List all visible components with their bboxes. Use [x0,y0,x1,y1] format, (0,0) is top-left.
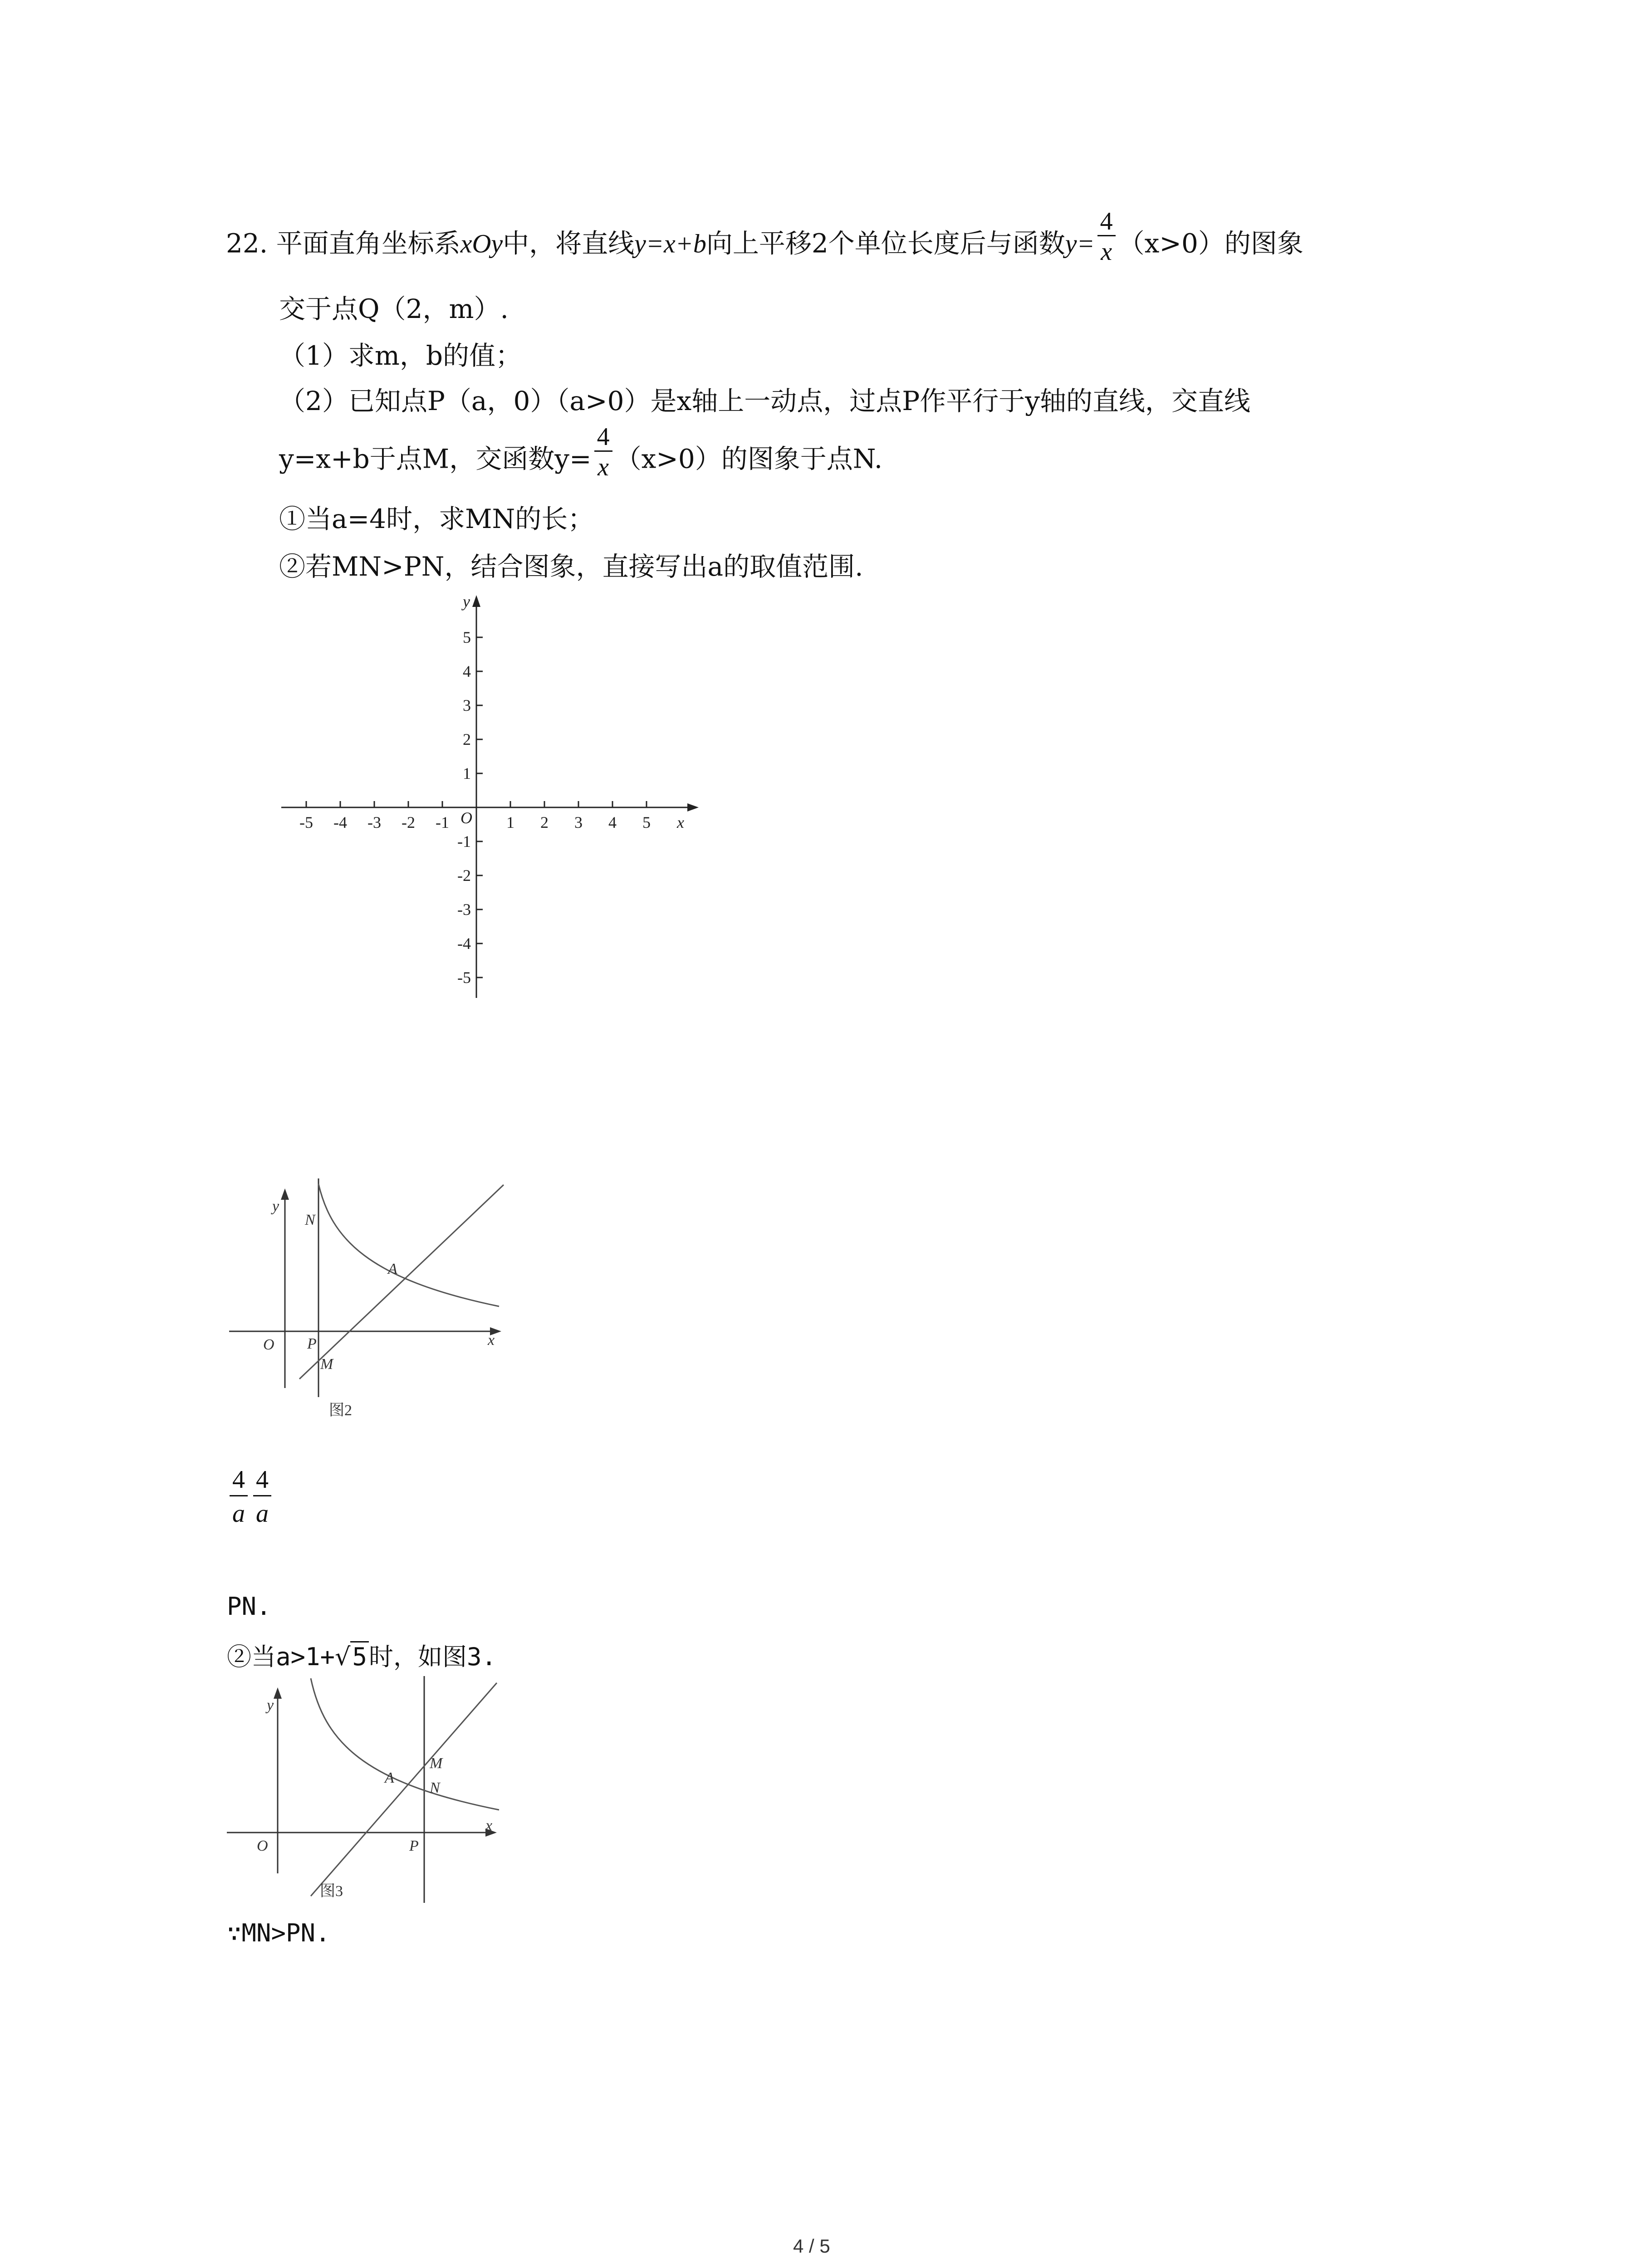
x-tick-label: -2 [402,813,415,831]
text-segment: 中，将直线 [503,228,635,259]
label-a: A [388,1261,397,1277]
y-tick-label: -2 [457,866,471,885]
y-tick-label: 3 [463,696,471,714]
text-segment: y=x+b于点M，交函数y= [279,443,592,474]
label-m: M [430,1755,443,1772]
x-tick-label: -3 [367,813,381,831]
y-tick-label: -4 [457,934,471,953]
figure-3 [218,1674,517,1910]
sqrt-radicand: 5 [350,1641,369,1671]
label-y: y [272,1198,279,1215]
case-2-line [227,1637,496,1672]
sub-question-1: ①当a=4时，求MN的长； [279,503,594,534]
page-number: 4 / 5 [793,2235,830,2257]
label-m: M [320,1356,333,1373]
label-x: x [488,1332,495,1349]
y-tick-label: 2 [463,730,471,748]
y-axis-label: y [463,592,470,611]
hyperbola-curve [311,1678,499,1810]
x-axis-label: x [677,813,684,831]
problem-line-2: 交于点Q（2，m）. [279,293,509,324]
x-tick-label: 1 [506,813,514,831]
label-n: N [305,1212,315,1228]
fraction-4-over-a: $\frac{4}{a}$ [253,1465,271,1528]
x-tick-label: -5 [299,813,313,831]
hyperbola-curve [318,1184,499,1306]
because-text: ∵MN>PN. [227,1919,330,1947]
fraction-4-over-x: $\frac{4}{x}$ [1097,209,1116,264]
func-y: y= [1065,229,1095,259]
label-x: x [485,1817,493,1834]
x-tick-label: 2 [540,813,549,831]
sub-question-2: ②若MN>PN，结合图象，直接写出a的取值范围. [279,551,863,582]
fraction-4-over-a: $\frac{4}{a}$ [230,1465,248,1528]
condition-text: （x>0）的图象 [1118,228,1303,259]
label-y: y [267,1697,274,1714]
part-2-line-1: （2）已知点P（a，0）（a>0）是x轴上一动点，过点P作平行于y轴的直线，交直线 [279,386,1250,416]
text-segment: 向上平移2个单位长度后与函数 [706,228,1065,259]
y-tick-label: -3 [457,900,471,919]
x-tick-label: 3 [574,813,583,831]
line-expression: y=x+b [634,229,706,259]
y-tick-label: -1 [457,832,471,850]
text-segment: （x>0）的图象于点N. [615,443,883,474]
answer-fractions [227,1465,274,1528]
sqrt-sign: √ [335,1642,351,1671]
text-segment: 时，如图3. [368,1642,497,1671]
label-n: N [430,1779,440,1796]
x-axis-arrow [687,803,699,811]
pn-text: PN. [227,1592,271,1621]
label-p: P [307,1335,317,1352]
part-1: （1）求m，b的值； [279,340,522,371]
var-xoy: xOy [460,229,503,259]
problem-number: 22. [226,228,268,259]
line-y-x-b [311,1683,497,1896]
y-tick-label: 1 [463,764,471,782]
origin-label: O [460,809,472,827]
y-axis-arrow [281,1188,289,1200]
figure-caption: 图3 [320,1883,343,1900]
label-o: O [263,1336,274,1353]
label-a: A [385,1769,394,1786]
y-tick-label: 5 [463,628,471,646]
y-axis-arrow [472,595,480,607]
y-axis-arrow [274,1687,282,1699]
x-tick-label: -4 [333,813,347,831]
fraction-4-over-x: $\frac{4}{x}$ [594,424,612,480]
y-tick-label: -5 [457,968,471,987]
figure-2 [218,1170,517,1424]
x-tick-label: -1 [436,813,449,831]
y-tick-label: 4 [463,662,471,680]
problem-line-1 [226,207,1303,266]
line-y-x-b [299,1185,504,1379]
figure-caption: 图2 [329,1402,352,1419]
x-tick-label: 4 [608,813,617,831]
label-o: O [257,1838,268,1854]
part-2-line-2 [279,423,883,481]
text-segment: 平面直角坐标系 [276,228,460,259]
x-tick-label: 5 [642,813,651,831]
label-p: P [409,1838,419,1854]
coordinate-grid [272,590,708,1007]
text-segment: ②当a>1+ [227,1642,335,1671]
